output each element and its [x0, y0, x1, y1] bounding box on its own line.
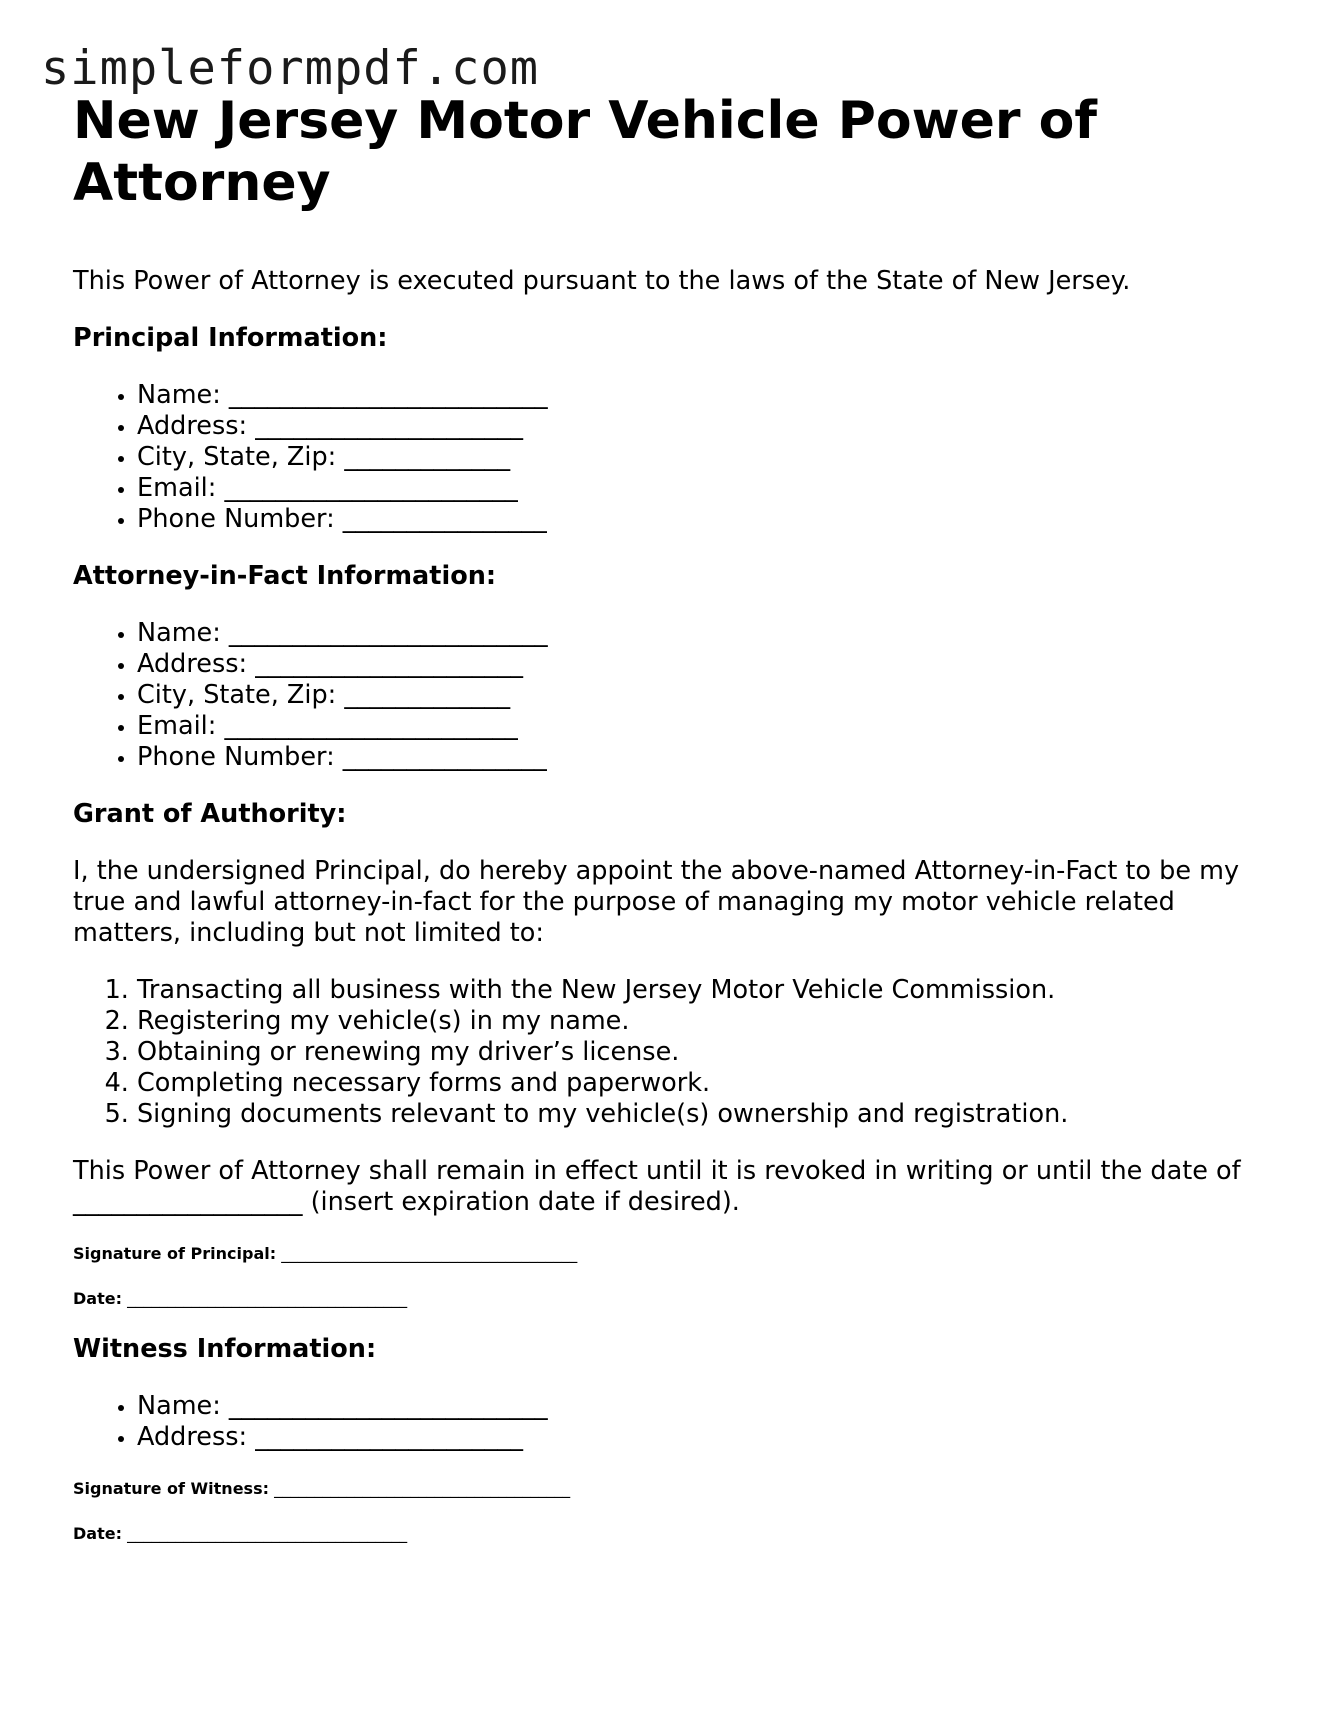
- principal-city-field: • City, State, Zip: _____________: [137, 442, 1273, 473]
- attorney-phone-field: • Phone Number: ________________: [137, 742, 1273, 773]
- principal-signature-label: Signature of Principal:: [73, 1244, 277, 1263]
- attorney-fields: [73, 618, 1273, 773]
- document-body: [73, 90, 1273, 1543]
- witness-signature-label: Signature of Witness:: [73, 1479, 269, 1498]
- principal-date-blank: ___________________________________: [121, 1289, 408, 1308]
- intro-text: This Power of Attorney is executed pursuant to the laws of the State of New Jersey.: [73, 266, 1131, 296]
- witness-signature-line: [73, 1479, 1273, 1498]
- principal-heading: Principal Information:: [73, 323, 388, 353]
- document-title: New Jersey Motor Vehicle Power of Attorney: [73, 91, 1097, 213]
- witness-name-field: • Name: _________________________: [137, 1391, 1273, 1422]
- watermark: simpleformpdf.com: [41, 41, 540, 96]
- attorney-heading: Attorney-in-Fact Information:: [73, 561, 497, 591]
- grant-item: 4. Completing necessary forms and paperwork.: [137, 1068, 1273, 1099]
- grant-item: 3. Obtaining or renewing my driver’s license.: [137, 1037, 1273, 1068]
- principal-date-line: [73, 1289, 1273, 1308]
- grant-item: 5. Signing documents relevant to my vehicle(s) ownership and registration.: [137, 1099, 1273, 1130]
- principal-name-field: • Name: _________________________: [137, 380, 1273, 411]
- principal-signature-blank: _____________________________________: [276, 1244, 578, 1263]
- attorney-email-field: • Email: _______________________: [137, 711, 1273, 742]
- witness-signature-blank: _____________________________________: [269, 1479, 571, 1498]
- attorney-city-field: • City, State, Zip: _____________: [137, 680, 1273, 711]
- principal-fields: [73, 380, 1273, 535]
- principal-address-field: • Address: _____________________: [137, 411, 1273, 442]
- grant-text: I, the undersigned Principal, do hereby appoint the above-named Attorney-in-Fact to be my true and lawful attorney-in-fact for the purpose of managing my motor vehicle related matters, including but not limited to:: [73, 856, 1240, 948]
- grant-item: 1. Transacting all business with the New Jersey Motor Vehicle Commission.: [137, 975, 1273, 1006]
- witness-heading: Witness Information:: [73, 1334, 377, 1364]
- witness-date-line: [73, 1524, 1273, 1543]
- grant-item: 2. Registering my vehicle(s) in my name.: [137, 1006, 1273, 1037]
- attorney-name-field: • Name: _________________________: [137, 618, 1273, 649]
- grant-items: [73, 975, 1273, 1130]
- witness-date-label: Date:: [73, 1524, 122, 1543]
- principal-date-label: Date:: [73, 1289, 122, 1308]
- witness-address-field: • Address: _____________________: [137, 1422, 1273, 1453]
- grant-heading: Grant of Authority:: [73, 799, 347, 829]
- witness-date-blank: ___________________________________: [121, 1524, 408, 1543]
- witness-fields: [73, 1391, 1273, 1453]
- principal-signature-line: [73, 1244, 1273, 1263]
- principal-email-field: • Email: _______________________: [137, 473, 1273, 504]
- principal-phone-field: • Phone Number: ________________: [137, 504, 1273, 535]
- attorney-address-field: • Address: _____________________: [137, 649, 1273, 680]
- duration-text: This Power of Attorney shall remain in effect until it is revoked in writing or until the date of __________________ (insert expiration date if desired).: [73, 1156, 1241, 1217]
